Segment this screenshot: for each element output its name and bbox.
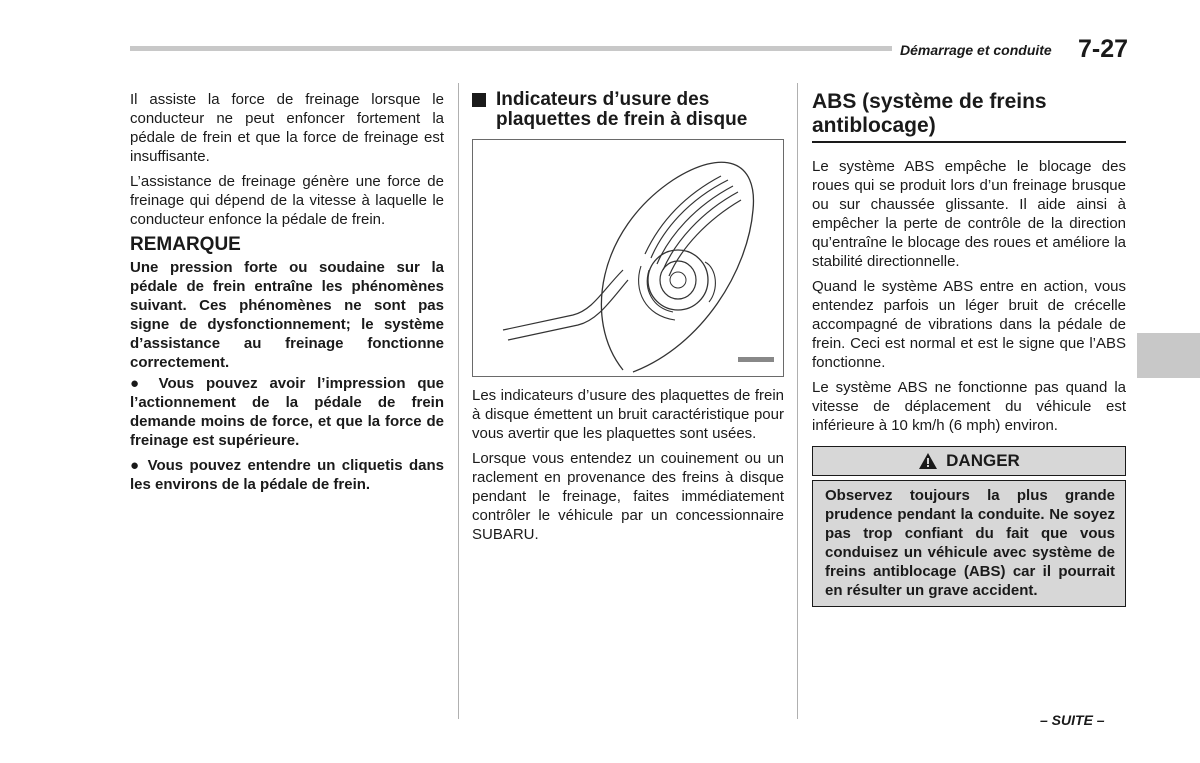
paragraph-brake-assist: Il assiste la force de freinage lorsque le conducteur ne peut enfoncer fortement la pédale de frein et que la force de freinage est insuffisante. bbox=[130, 91, 444, 165]
chapter-thumb-tab bbox=[1137, 333, 1200, 378]
paragraph-abs-speed: Le système ABS ne fonctionne pas quand la vitesse de déplacement du véhicule est inférieure à 10 km/h (6 mph) environ. bbox=[812, 379, 1126, 434]
section-square-icon bbox=[472, 93, 486, 107]
danger-body: Observez toujours la plus grande prudence pendant la conduite. Ne soyez pas trop confiant du fait que vous conduisez un véhicule avec système de freins antiblocage (ABS) car il pourrait en résulter un grave accident. bbox=[812, 480, 1126, 607]
paragraph-squeal-noise: Lorsque vous entendez un couinement ou un raclement en provenance des freins à disque pendant le freinage, faites immédiatement contrôler le véhicule par un concessionnaire SUBARU. bbox=[472, 450, 784, 543]
remarque-bullet-1: ● Vous pouvez avoir l’impression que l’actionnement de la pédale de frein demande moins de force, et que la force de freinage est supérieure. bbox=[130, 375, 444, 449]
remarque-bullet-1-text: Vous pouvez avoir l’impression que l’actionnement de la pédale de frein demande moins de force, et que la force de freinage est supérieure. bbox=[130, 375, 444, 449]
paragraph-abs-noise: Quand le système ABS entre en action, vous entendez parfois un léger bruit de crécelle accompagné de vibrations dans la pédale de frein. Ceci est normal et est le signe que l’ABS fonctionne. bbox=[812, 278, 1126, 371]
left-column bbox=[130, 90, 444, 500]
danger-header bbox=[812, 446, 1126, 476]
middle-column bbox=[472, 90, 784, 130]
remarque-body: Une pression forte ou soudaine sur la pédale de frein entraîne les phénomènes suivant. Ces phénomènes ne sont pas signe de dysfonctionnement; le système d’assistance au freinage fonctionne correctement. bbox=[130, 259, 444, 371]
column-divider-left bbox=[458, 83, 459, 719]
remarque-bullet-2-text: Vous pouvez entendre un cliquetis dans les environs de la pédale de frein. bbox=[130, 457, 444, 493]
right-column bbox=[812, 90, 1126, 441]
middle-column-text bbox=[472, 386, 784, 550]
brake-disc-illustration bbox=[472, 139, 784, 377]
column-divider-right bbox=[797, 83, 798, 719]
remarque-bullet-2: ● Vous pouvez entendre un cliquetis dans les environs de la pédale de frein. bbox=[130, 457, 444, 493]
brake-disc-drawing bbox=[473, 140, 783, 376]
paragraph-wear-indicator: Les indicateurs d’usure des plaquettes de frein à disque émettent un bruit caractéristique pour vous avertir que les plaquettes sont usées. bbox=[472, 387, 784, 442]
section-header-title: Démarrage et conduite bbox=[900, 42, 1052, 58]
abs-section-title: ABS (système de freins antiblocage) bbox=[812, 90, 1126, 143]
remarque-heading: REMARQUE bbox=[130, 234, 241, 255]
danger-label: DANGER bbox=[946, 451, 1020, 470]
warning-triangle-icon bbox=[918, 452, 938, 470]
brake-pad-section-title: Indicateurs d’usure des plaquettes de frein à disque bbox=[496, 89, 748, 130]
header-rule bbox=[130, 46, 892, 51]
paragraph-brake-force: L’assistance de freinage génère une force de freinage qui dépend de la vitesse à laquelle le conducteur enfonce la pédale de frein. bbox=[130, 173, 444, 228]
continued-marker: – SUITE – bbox=[1040, 712, 1105, 728]
page-number: 7-27 bbox=[1078, 35, 1129, 63]
brake-pad-section-heading bbox=[472, 90, 784, 130]
paragraph-abs-function: Le système ABS empêche le blocage des roues qui se produit lors d’un freinage brusque ou sur chaussée glissante. Il aide ainsi à empêcher la perte de contrôle de la direction qu’entraîne le blocage des roues et améliore la stabilité directionnelle. bbox=[812, 158, 1126, 270]
